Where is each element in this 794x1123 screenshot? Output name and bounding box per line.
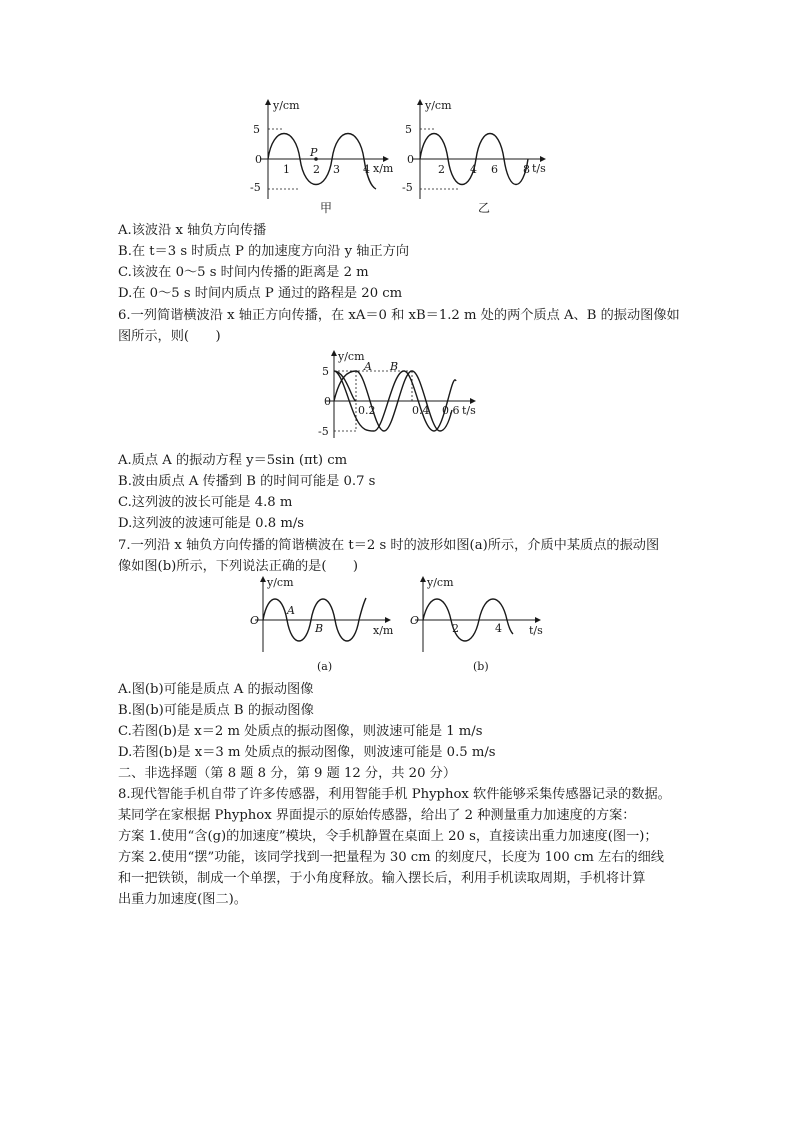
q8-line-4: 方案 2.使用“摆”功能，该同学找到一把量程为 30 cm 的刻度尺，长度为 100 cm 左右的细线: [118, 850, 664, 865]
q8-line-2: 某同学在家根据 Phyphox 界面提示的原始传感器，给出了 2 种测量重力加速度的方案：: [118, 808, 636, 823]
yi-caption: 乙: [478, 201, 491, 215]
section-2-heading: 二、非选择题（第 8 题 8 分，第 9 题 12 分，共 20 分）: [118, 766, 457, 781]
q7-stem-line-1: 7.一列沿 x 轴负方向传播的简谐横波在 t＝2 s 时的波形如图(a)所示，介质中某质点的振动图: [118, 538, 660, 553]
q5-option-c: C.该波在 0～5 s 时间内传播的距离是 2 m: [118, 265, 369, 280]
graph-yi: [402, 99, 546, 215]
jia-xlabel: x/m: [373, 162, 394, 175]
q7b-xtick-2: 2: [452, 622, 459, 635]
q7a-xlabel: x/m: [373, 624, 394, 637]
figure-q7: [245, 574, 555, 674]
graph-jia: [250, 99, 394, 215]
q8-line-6: 出重力加速度(图二)。: [118, 892, 247, 907]
q8-line-3: 方案 1.使用“含(g)的加速度”模块，令手机静置在桌面上 20 s，直接读出重力加速度(图一)；: [118, 829, 658, 844]
q7a-origin: O: [250, 614, 260, 627]
jia-ylabel: y/cm: [273, 99, 300, 112]
jia-point-p: P: [310, 146, 318, 159]
q8-line-1: 8.现代智能手机自带了许多传感器，利用智能手机 Phyphox 软件能够采集传感器记录的数据。: [118, 787, 671, 802]
q6-ytick-neg5: -5: [318, 425, 329, 438]
yi-xtick-8: 8: [523, 163, 530, 176]
jia-xtick-4: 4: [363, 163, 370, 176]
q7a-ylabel: y/cm: [267, 576, 294, 589]
q7a-label-b: B: [315, 622, 324, 635]
jia-xtick-3: 3: [333, 163, 340, 176]
q7-option-b: B.图(b)可能是质点 B 的振动图像: [118, 703, 314, 718]
q5-option-d: D.在 0～5 s 时间内质点 P 通过的路程是 20 cm: [118, 286, 403, 301]
q6-option-c: C.这列波的波长可能是 4.8 m: [118, 495, 293, 510]
q8-line-5: 和一把铁锁，制成一个单摆，于小角度释放。输入摆长后，利用手机读取周期，手机将计算: [118, 871, 646, 886]
q6-ylabel: y/cm: [338, 350, 365, 363]
q7b-origin: O: [410, 614, 420, 627]
jia-xtick-1: 1: [283, 163, 290, 176]
graph-q7-b: [410, 576, 543, 673]
figure-q6: [312, 348, 482, 443]
yi-ytick-0: 0: [407, 153, 414, 166]
q6-option-d: D.这列波的波速可能是 0.8 m/s: [118, 516, 305, 531]
figure-jia-yi: [240, 95, 560, 217]
q6-stem-line-1: 6.一列简谐横波沿 x 轴正方向传播，在 xA＝0 和 xB＝1.2 m 处的两个质点 A、B 的振动图像如: [118, 308, 680, 323]
q6-stem-line-2: 图所示，则( ): [118, 329, 221, 344]
q6-label-b: B: [390, 360, 399, 373]
jia-ytick-neg5: -5: [250, 181, 261, 194]
yi-xlabel: t/s: [532, 162, 546, 175]
q6-xtick-02: 0.2: [358, 404, 376, 417]
q7-option-d: D.若图(b)是 x＝3 m 处质点的振动图像，则波速可能是 0.5 m/s: [118, 745, 496, 760]
q7a-caption: (a): [317, 660, 333, 673]
jia-ytick-0: 0: [255, 153, 262, 166]
q7b-ylabel: y/cm: [427, 576, 454, 589]
q6-ytick-0: 0: [324, 395, 331, 408]
q6-xtick-04: 0.4: [412, 404, 430, 417]
q5-option-b: B.在 t＝3 s 时质点 P 的加速度方向沿 y 轴正方向: [118, 244, 410, 259]
yi-xtick-6: 6: [491, 163, 498, 176]
q7-option-c: C.若图(b)是 x＝2 m 处质点的振动图像，则波速可能是 1 m/s: [118, 724, 483, 739]
jia-caption: 甲: [320, 201, 333, 215]
yi-ytick-5: 5: [405, 123, 412, 136]
yi-ylabel: y/cm: [425, 99, 452, 112]
q7-stem-line-2: 像如图(b)所示，下列说法正确的是( ): [118, 559, 359, 574]
graph-q7-a: [250, 576, 394, 673]
yi-ytick-neg5: -5: [402, 181, 413, 194]
q6-option-b: B.波由质点 A 传播到 B 的时间可能是 0.7 s: [118, 474, 376, 489]
q7b-xlabel: t/s: [529, 624, 543, 637]
q7b-caption: (b): [473, 660, 489, 673]
q7-option-a: A.图(b)可能是质点 A 的振动图像: [118, 682, 314, 697]
q7b-xtick-4: 4: [495, 622, 502, 635]
q6-ytick-5: 5: [322, 365, 329, 378]
q7a-label-a: A: [287, 604, 295, 617]
q6-label-a: A: [364, 360, 372, 373]
jia-xtick-2: 2: [313, 163, 320, 176]
q6-option-a: A.质点 A 的振动方程 y＝5sin (πt) cm: [118, 453, 348, 468]
yi-xtick-4: 4: [470, 163, 477, 176]
q6-xtick-06: 0.6: [442, 404, 460, 417]
q5-option-a: A.该波沿 x 轴负方向传播: [118, 223, 267, 238]
q6-xlabel: t/s: [462, 404, 476, 417]
jia-ytick-5: 5: [253, 123, 260, 136]
yi-xtick-2: 2: [438, 163, 445, 176]
